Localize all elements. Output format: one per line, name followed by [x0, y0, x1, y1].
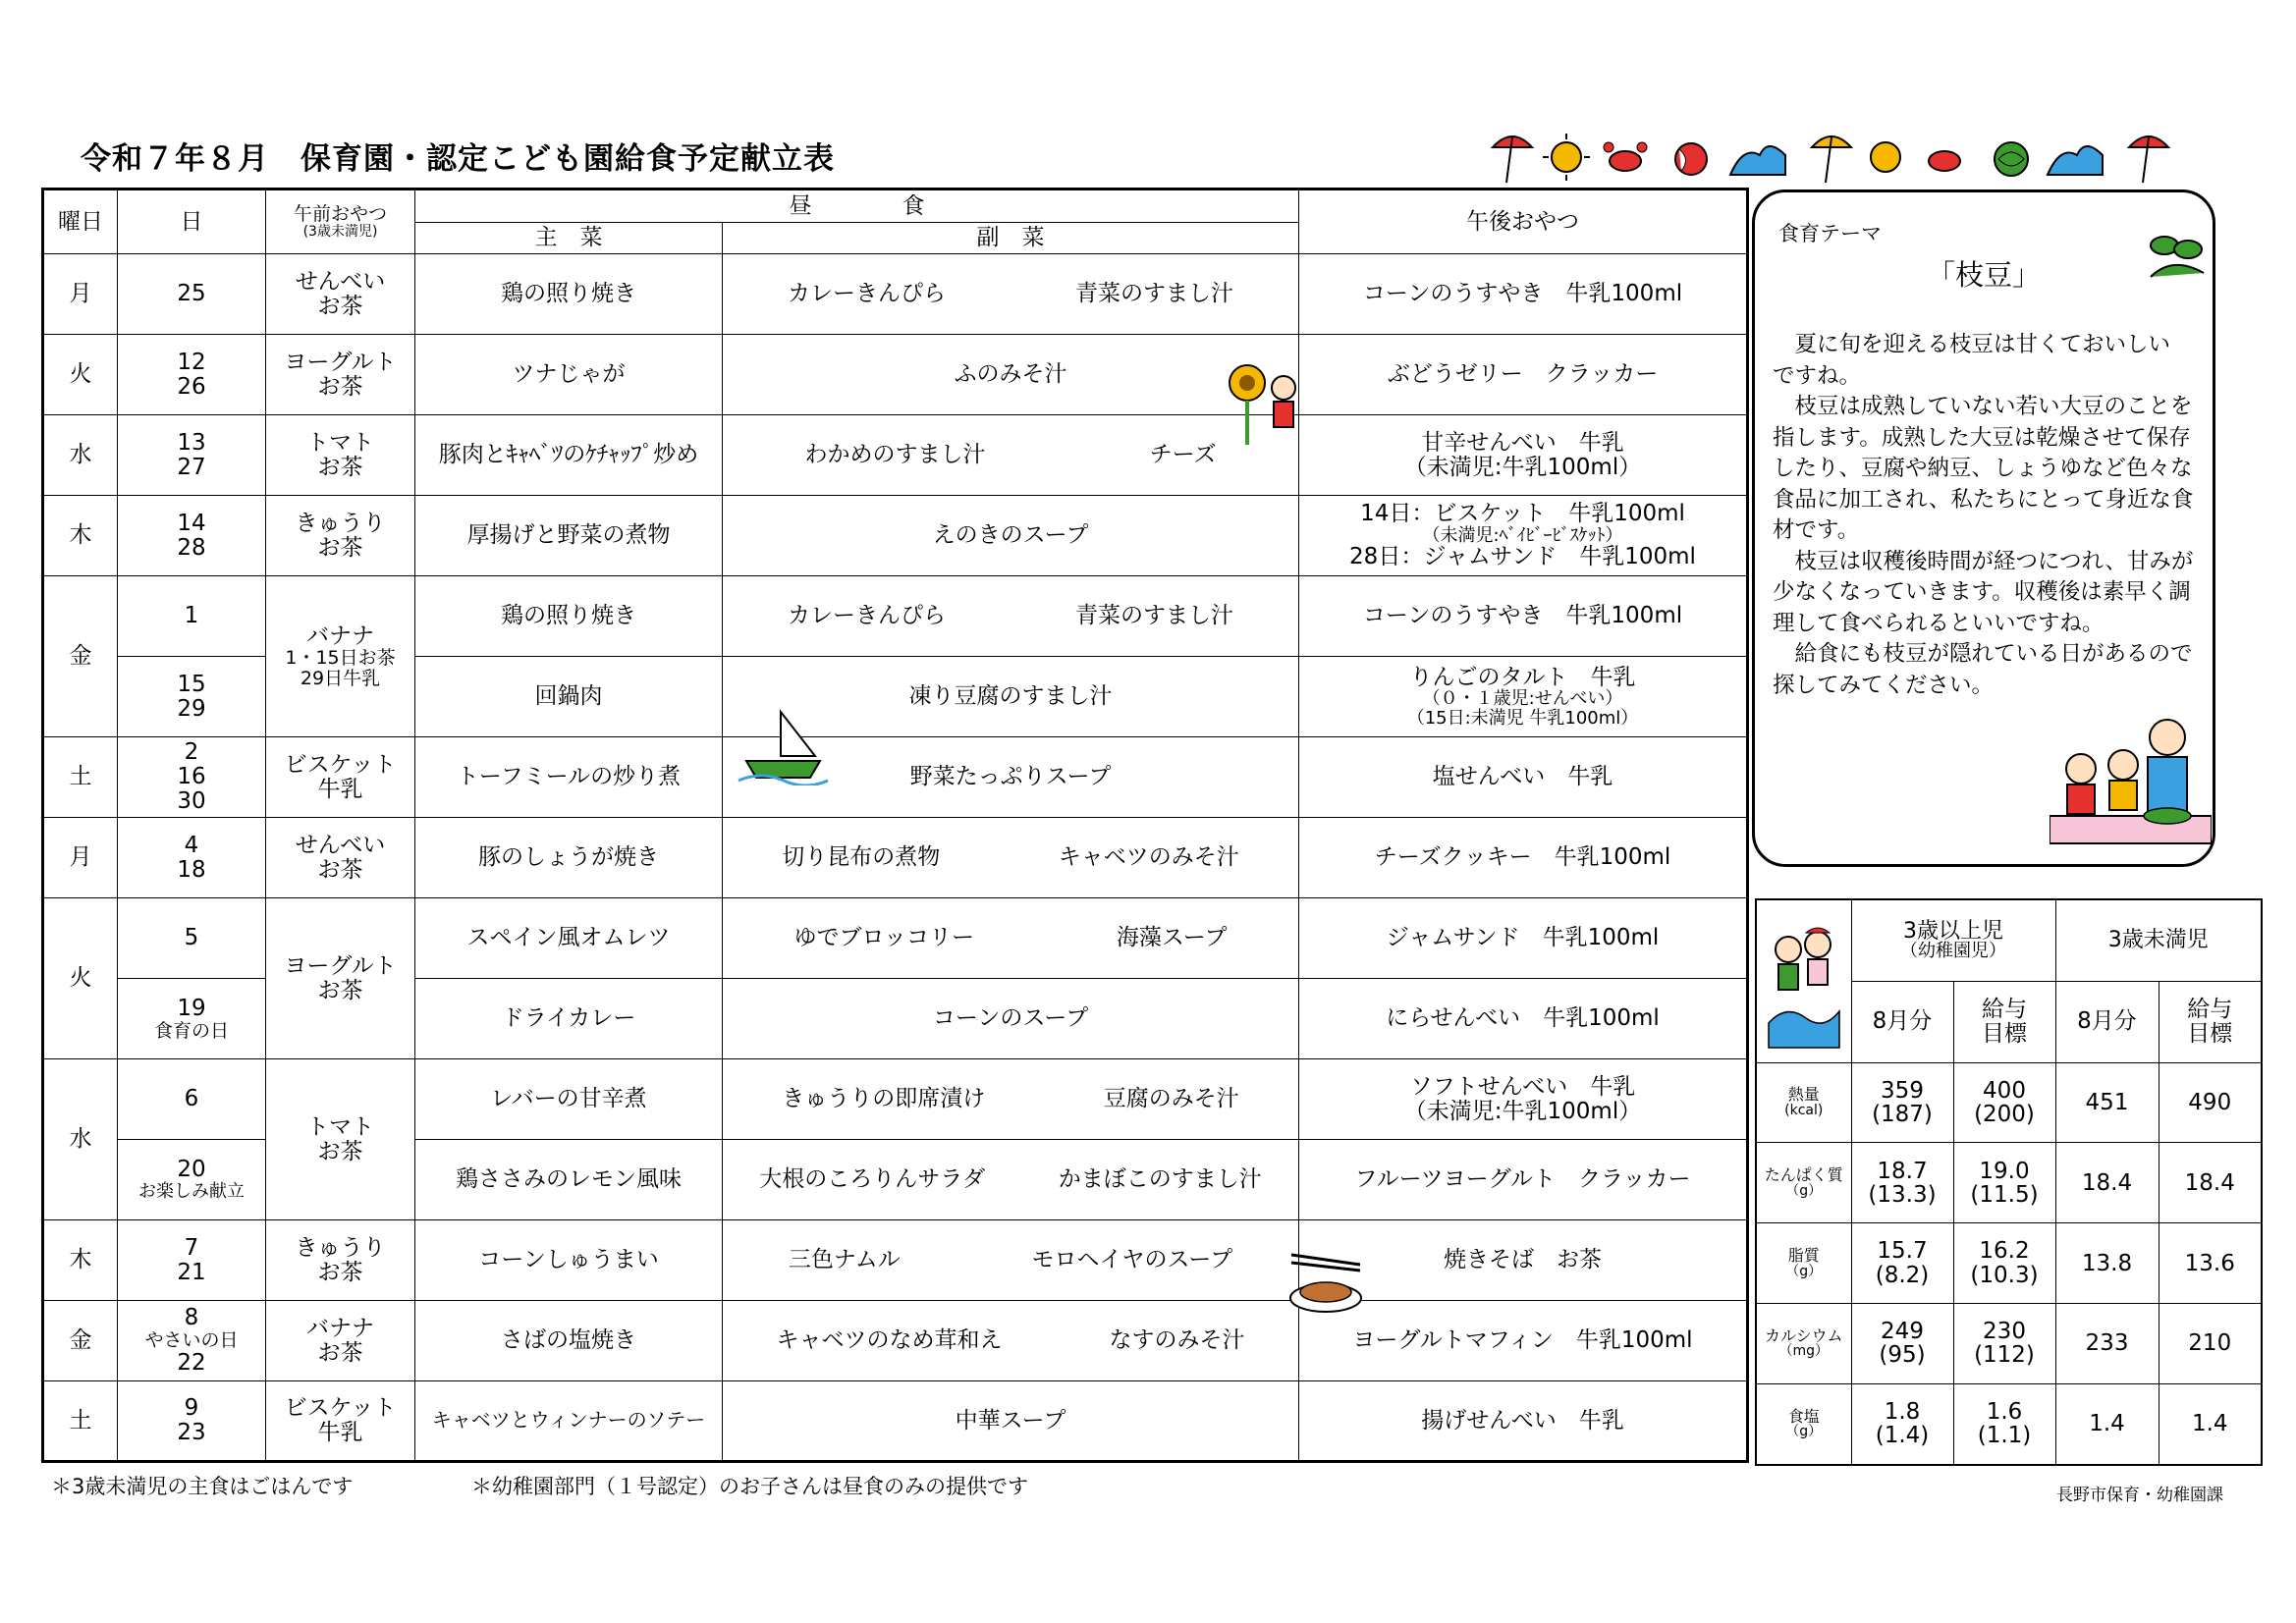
side-dish-2: 青菜のすまし汁: [1075, 281, 1233, 307]
side-dish-cell: [723, 1059, 1299, 1140]
header-lunch: 昼 食: [415, 189, 1299, 223]
afternoon-snack-cell: コーンのうすやき 牛乳100ml: [1299, 576, 1748, 657]
value-d: 18.4: [2159, 1143, 2262, 1223]
kids-water-illustration: [1767, 905, 1841, 1053]
value-a: 15.7 (8.2): [1851, 1223, 1953, 1304]
day-cell: 14 28: [118, 496, 266, 576]
weekday-cell: 水: [43, 415, 118, 496]
main-dish-cell: 豚のしょうが焼き: [415, 818, 723, 898]
afternoon-snack-cell: 焼きそば お茶: [1299, 1220, 1748, 1301]
value-a: 18.7 (13.3): [1851, 1143, 1953, 1223]
nutrition-row: [1756, 1223, 2262, 1304]
value-b: 230 (112): [1953, 1303, 2055, 1383]
side-dish-cell: [723, 898, 1299, 979]
value-d: 13.6: [2159, 1223, 2262, 1304]
afternoon-snack-cell: ヨーグルトマフィン 牛乳100ml: [1299, 1301, 1748, 1381]
table-row: [43, 496, 1748, 576]
sun-icon: [1543, 134, 1590, 181]
ball-icon: [1675, 143, 1707, 175]
value-d: 210: [2159, 1303, 2262, 1383]
table-row: [43, 1301, 1748, 1381]
afternoon-snack-cell: ジャムサンド 牛乳100ml: [1299, 898, 1748, 979]
side-dish-cell: 中華スープ: [723, 1381, 1299, 1462]
side-dish-1: ゆでブロッコリー: [793, 925, 974, 951]
side-dish-1: きゅうりの即席漬け: [782, 1086, 986, 1112]
nutrient-label: 熱量 (kcal): [1756, 1062, 1851, 1143]
department-name: 長野市保育・幼稚園課: [2056, 1486, 2223, 1505]
sunflower-girl-illustration: [1223, 358, 1306, 447]
parasol-icon: [1493, 136, 1532, 183]
morning-snack-cell: ヨーグルト お茶: [266, 898, 415, 1059]
value-a: 249 (95): [1851, 1303, 1953, 1383]
food-education-theme-box: [1752, 189, 2215, 867]
main-dish-cell: コーンしゅうまい: [415, 1220, 723, 1301]
main-dish-cell: 回鍋肉: [415, 657, 723, 737]
table-header-row: [43, 189, 1748, 223]
value-c: 451: [2055, 1062, 2159, 1143]
weekday-cell: 土: [43, 1381, 118, 1462]
parasol-icon: [1812, 136, 1851, 183]
header-day: 日: [118, 189, 266, 254]
weekday-cell: 水: [43, 1059, 118, 1220]
sailboat-illustration: [737, 707, 830, 785]
table-row: [43, 576, 1748, 657]
day-cell: 13 27: [118, 415, 266, 496]
nutrient-label: 食塩 （g）: [1756, 1383, 1851, 1465]
side-dish-cell: えのきのスープ: [723, 496, 1299, 576]
header-side-dish: 副 菜: [723, 223, 1299, 254]
weekday-cell: 金: [43, 576, 118, 737]
yakisoba-illustration: [1286, 1247, 1365, 1316]
side-dish-2: モロヘイヤのスープ: [1031, 1247, 1233, 1273]
nutrition-row: [1756, 1303, 2262, 1383]
afternoon-snack-cell: ぶどうゼリー クラッカー: [1299, 335, 1748, 415]
morning-snack-cell: トマト お茶: [266, 415, 415, 496]
side-dish-1: わかめのすまし汁: [804, 442, 986, 468]
footnote-2: ＊幼稚園部門（１号認定）のお子さんは昼食のみの提供です: [471, 1475, 1028, 1498]
day-cell: 20 お楽しみ献立: [118, 1140, 266, 1220]
col-month-header: 8月分: [1851, 981, 1953, 1062]
header-morning-snack: 午前おやつ (3歳未満児): [266, 189, 415, 254]
afternoon-snack-cell: 甘辛せんべい 牛乳 （未満児:牛乳100ml）: [1299, 415, 1748, 496]
sun-icon: [1871, 142, 1900, 172]
weekday-cell: 月: [43, 254, 118, 335]
side-dish-1: 大根のころりんサラダ: [759, 1166, 986, 1193]
day-cell: 15 29: [118, 657, 266, 737]
nutrient-label: たんぱく質 （g）: [1756, 1143, 1851, 1223]
edamame-icon: [2143, 228, 2212, 287]
value-b: 1.6 (1.1): [1953, 1383, 2055, 1465]
value-d: 1.4: [2159, 1383, 2262, 1465]
table-row: [43, 254, 1748, 335]
theme-label: 食育テーマ: [1778, 222, 1882, 245]
side-dish-cell: [723, 415, 1299, 496]
value-c: 1.4: [2055, 1383, 2159, 1465]
value-b: 16.2 (10.3): [1953, 1223, 2055, 1304]
main-dish-cell: ドライカレー: [415, 979, 723, 1059]
nutrition-table: [1755, 898, 2263, 1466]
nutrition-row: [1756, 1062, 2262, 1143]
table-row: [43, 1059, 1748, 1140]
day-cell: 12 26: [118, 335, 266, 415]
side-dish-2: かまぼこのすまし汁: [1058, 1166, 1262, 1193]
morning-snack-cell: きゅうり お茶: [266, 1220, 415, 1301]
side-dish-2: 海藻スープ: [1116, 925, 1228, 951]
nutrition-row: [1756, 1143, 2262, 1223]
morning-snack-cell: バナナ 1・15日お茶 29日牛乳: [266, 576, 415, 737]
side-dish-cell: ふのみそ汁: [723, 335, 1299, 415]
value-c: 13.8: [2055, 1223, 2159, 1304]
lunch-menu-table: [41, 188, 1749, 1463]
morning-snack-cell: トマト お茶: [266, 1059, 415, 1220]
nutrition-row: [1756, 1383, 2262, 1465]
value-a: 359 (187): [1851, 1062, 1953, 1143]
day-cell: 2 16 30: [118, 737, 266, 818]
theme-title: 「枝豆」: [1926, 258, 2041, 292]
afternoon-snack-cell: チーズクッキー 牛乳100ml: [1299, 818, 1748, 898]
side-dish-cell: [723, 818, 1299, 898]
nutrient-label: カルシウム （mg）: [1756, 1303, 1851, 1383]
side-dish-cell: [723, 1301, 1299, 1381]
value-b: 19.0 (11.5): [1953, 1143, 2055, 1223]
day-cell: 19 食育の日: [118, 979, 266, 1059]
day-cell: 6: [118, 1059, 266, 1140]
afternoon-snack-cell: 14日：ビスケット 牛乳100ml （未満児:ﾍﾞｲﾋﾞｰﾋﾞｽｹｯﾄ） 28日：ジャムサンド 牛乳100ml: [1299, 496, 1748, 576]
wave-icon: [1730, 146, 1785, 175]
value-c: 18.4: [2055, 1143, 2159, 1223]
table-row: [43, 737, 1748, 818]
weekday-cell: 火: [43, 898, 118, 1059]
morning-snack-cell: せんべい お茶: [266, 818, 415, 898]
weekday-cell: 金: [43, 1301, 118, 1381]
crab-icon: [1604, 142, 1647, 171]
side-dish-1: キャベツのなめ茸和え: [776, 1327, 1003, 1354]
afternoon-snack-cell: にらせんべい 牛乳100ml: [1299, 979, 1748, 1059]
main-dish-cell: 厚揚げと野菜の煮物: [415, 496, 723, 576]
main-dish-cell: トーフミールの炒り煮: [415, 737, 723, 818]
weekday-cell: 月: [43, 818, 118, 898]
main-dish-cell: レバーの甘辛煮: [415, 1059, 723, 1140]
watermelon-icon: [1995, 142, 2028, 176]
col-target-header: 給与 目標: [1953, 981, 2055, 1062]
main-dish-cell: 鶏の照り焼き: [415, 576, 723, 657]
theme-text: 夏に旬を迎える枝豆は甘くておいしい ですね。 枝豆は成熟していない若い大豆のことを 指します。成熟した大豆は乾燥させて保存 したり、豆腐や納豆、しょうゆなど色々な 食品に加工され、私たちにとって身近な食 材です。 枝豆は収穫後時間が経つにつれ、甘みが 少なくなっていきます。収穫後は素早く調 理して食べられるといいですね。 給食にも枝豆が隠れている日があるので 探してみてください。: [1773, 332, 2194, 698]
nutrient-label: 脂質 （g）: [1756, 1223, 1851, 1304]
morning-snack-cell: バナナ お茶: [266, 1301, 415, 1381]
group-over-3-header: 3歳以上児 （幼稚園児）: [1851, 899, 2055, 981]
side-dish-1: 三色ナムル: [788, 1247, 901, 1273]
main-dish-cell: キャベツとウィンナーのソテー: [415, 1381, 723, 1462]
main-dish-cell: スペイン風オムレツ: [415, 898, 723, 979]
footnote-1: ＊3歳未満児の主食はごはんです: [51, 1475, 354, 1498]
side-dish-1: カレーきんぴら: [788, 281, 946, 307]
side-dish-2: キャベツのみそ汁: [1058, 844, 1239, 871]
main-dish-cell: 豚肉とｷｬﾍﾞﾂのｹﾁｬｯﾌﾟ炒め: [415, 415, 723, 496]
col-target-header: 給与 目標: [2159, 981, 2262, 1062]
main-dish-cell: 鶏ささみのレモン風味: [415, 1140, 723, 1220]
nutrition-header-row: [1756, 899, 2262, 981]
side-dish-cell: コーンのスープ: [723, 979, 1299, 1059]
table-row: [43, 818, 1748, 898]
afternoon-snack-cell: フルーツヨーグルト クラッカー: [1299, 1140, 1748, 1220]
afternoon-snack-cell: ソフトせんべい 牛乳 （未満児:牛乳100ml）: [1299, 1059, 1748, 1140]
day-cell: 25: [118, 254, 266, 335]
wave-icon: [2048, 146, 2103, 175]
summer-decoration: [1473, 126, 2200, 187]
side-dish-cell: 凍り豆腐のすまし汁: [723, 657, 1299, 737]
day-cell: 7 21: [118, 1220, 266, 1301]
main-dish-cell: 鶏の照り焼き: [415, 254, 723, 335]
side-dish-2: なすのみそ汁: [1109, 1327, 1245, 1354]
value-b: 400 (200): [1953, 1062, 2055, 1143]
weekday-cell: 土: [43, 737, 118, 818]
side-dish-1: カレーきんぴら: [788, 603, 946, 629]
side-dish-cell: 野菜たっぷりスープ: [723, 737, 1299, 818]
side-dish-2: 豆腐のみそ汁: [1103, 1086, 1239, 1112]
day-cell: 1: [118, 576, 266, 657]
value-a: 1.8 (1.4): [1851, 1383, 1953, 1465]
morning-snack-cell: ビスケット 牛乳: [266, 737, 415, 818]
day-cell: 8 やさいの日 22: [118, 1301, 266, 1381]
table-row: [43, 1220, 1748, 1301]
value-c: 233: [2055, 1303, 2159, 1383]
side-dish-2: チーズ: [1149, 442, 1217, 468]
day-cell: 9 23: [118, 1381, 266, 1462]
page-title: 令和７年８月 保育園・認定こども園給食予定献立表: [81, 141, 835, 177]
weekday-cell: 木: [43, 496, 118, 576]
side-dish-2: 青菜のすまし汁: [1075, 603, 1233, 629]
main-dish-cell: ツナじゃが: [415, 335, 723, 415]
cooking-family-illustration: [2050, 708, 2212, 845]
table-row: [43, 1381, 1748, 1462]
morning-snack-cell: せんべい お茶: [266, 254, 415, 335]
afternoon-snack-cell: コーンのうすやき 牛乳100ml: [1299, 254, 1748, 335]
side-dish-cell: [723, 1220, 1299, 1301]
kids-water-cell: [1756, 899, 1851, 1062]
side-dish-cell: [723, 1140, 1299, 1220]
afternoon-snack-cell: 揚げせんべい 牛乳: [1299, 1381, 1748, 1462]
table-row: [43, 898, 1748, 979]
side-dish-cell: [723, 576, 1299, 657]
parasol-icon: [2129, 136, 2168, 183]
header-main-dish: 主 菜: [415, 223, 723, 254]
group-under-3-header: 3歳未満児: [2055, 899, 2262, 981]
value-d: 490: [2159, 1062, 2262, 1143]
col-month-header: 8月分: [2055, 981, 2159, 1062]
side-dish-1: 切り昆布の煮物: [782, 844, 941, 871]
header-afternoon-snack: 午後おやつ: [1299, 189, 1748, 254]
table-row: [43, 415, 1748, 496]
morning-snack-cell: きゅうり お茶: [266, 496, 415, 576]
afternoon-snack-cell: りんごのタルト 牛乳 （０・１歳児:せんべい） （15日:未満児 牛乳100ml）: [1299, 657, 1748, 737]
day-cell: 4 18: [118, 818, 266, 898]
morning-snack-cell: ビスケット 牛乳: [266, 1381, 415, 1462]
day-cell: 5: [118, 898, 266, 979]
main-dish-cell: さばの塩焼き: [415, 1301, 723, 1381]
weekday-cell: 火: [43, 335, 118, 415]
header-weekday: 曜日: [43, 189, 118, 254]
afternoon-snack-cell: 塩せんべい 牛乳: [1299, 737, 1748, 818]
crab-icon: [1929, 151, 1960, 171]
morning-snack-cell: ヨーグルト お茶: [266, 335, 415, 415]
table-row: [43, 335, 1748, 415]
side-dish-cell: [723, 254, 1299, 335]
weekday-cell: 木: [43, 1220, 118, 1301]
